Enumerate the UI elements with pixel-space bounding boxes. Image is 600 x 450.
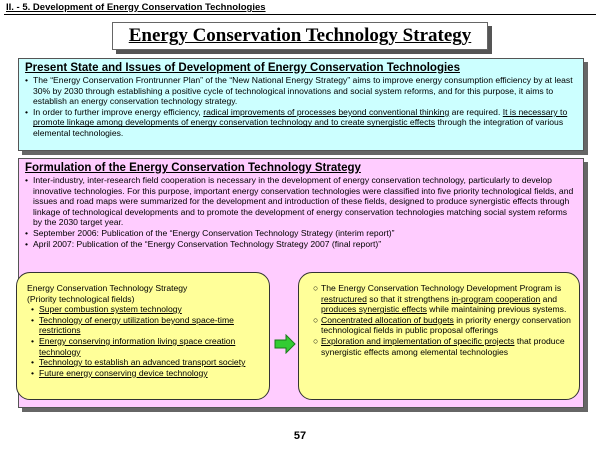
bullet-icon: • [31,335,35,346]
bullet-icon: • [31,304,35,315]
priority-field-item [27,304,261,315]
priority-fields-box [16,272,270,400]
bullet-icon: • [25,75,29,85]
program-box [298,272,580,400]
section-label: II. - 5. Development of Energy Conservation Technologies [6,2,266,13]
para2-e: through the integration of various elemental technologies. [33,117,564,138]
priority-field-item [27,336,261,357]
program-text: Concentrated allocation of budgets [321,314,454,325]
program-item-3 [309,336,571,357]
formulation-para-3 [25,239,577,250]
priority-field-text: Technology of energy utilization beyond space-time restrictions [39,314,234,336]
program-text: Exploration and implementation of specific projects [321,335,515,346]
priority-field-item [27,357,261,368]
program-text: so that it strengthens [366,293,452,304]
circle-icon: ○ [313,335,319,346]
header-divider [4,14,596,15]
priority-fields-title: Energy Conservation Technology Strategy [27,283,188,293]
priority-fields-subtitle: (Priority technological fields) [27,293,135,304]
right-arrow-icon [274,334,296,354]
formulation-para-3-text: April 2007: Publication of the “Energy Conservation Technology Strategy 2007 (final report)” [33,238,382,249]
present-state-para-1 [25,75,577,107]
bullet-icon: • [25,175,29,185]
program-text: while maintaining previous systems. [426,304,567,315]
circle-icon: ○ [313,283,319,293]
formulation-para-1 [25,175,577,228]
priority-field-text: Technology to establish an advanced transport society [39,357,246,368]
program-text: and [540,293,558,304]
program-text: The Energy Conservation Technology Development Program is [321,283,562,293]
priority-field-text: Energy conserving information living space creation technology [39,335,236,357]
present-state-heading: Present State and Issues of Development of Energy Conservation Technologies [25,62,460,74]
present-state-para-2 [25,107,577,139]
formulation-para-2-text: September 2006: Publication of the “Energy Conservation Technology Strategy (interim report)” [33,227,395,238]
program-text: in priority energy conservation technological fields in public proposal offerings [321,314,571,336]
circle-icon: ○ [313,314,319,325]
present-state-box [18,58,584,151]
priority-field-item [27,315,261,336]
page-title: Energy Conservation Technology Strategy [112,22,488,50]
bullet-icon: • [25,106,29,117]
para2-b: radical improvements of processes beyond conventional thinking [203,106,450,117]
priority-field-item [27,368,261,379]
program-text: in-program cooperation [451,293,541,304]
priority-field-text: Future energy conserving device technology [39,367,208,378]
formulation-para-1-text: Inter-industry, inter-research field cooperation is necessary in the development of energy conservation technology, particularly to develop innovative technologies. For this purpose, important energy conservation technologies were classified into five priority technological fields, and issues and road maps were summarized for the development and introduction of these fields, designed to produce synergistic effects through linkage of technological developments and to promote the development of energy conservation technologies matching social system reforms by the 2030 target year. [33,175,574,228]
priority-field-text: Super combustion system technology [39,304,182,315]
program-text: produces synergistic effects [321,304,427,315]
program-text: restructured [321,293,367,304]
bullet-icon: • [31,314,35,325]
formulation-heading: Formulation of the Energy Conservation Technology Strategy [25,162,361,174]
page-number: 57 [293,430,307,442]
present-state-para-1-text: The “Energy Conservation Frontrunner Plan” of the “New National Energy Strategy” aims to improve energy consumption efficiency by at least 30% by 2030 through establishing a positive cycle of technological innovations and social system reforms, and for this purpose, it aims to establish an energy conservation technology strategy. [33,75,573,107]
bullet-icon: • [31,367,35,378]
bullet-icon: • [25,227,29,238]
para2-c: are required. [449,106,503,117]
bullet-icon: • [25,238,29,249]
para2-a: In order to further improve energy efficiency, [33,106,204,117]
program-item-1 [309,283,571,315]
program-item-2 [309,315,571,336]
program-text: that produce synergistic effects among elemental technologies [321,335,565,357]
para2-d: It is necessary to promote linkage among developments of energy conservation technology and to create synergistic effects [33,106,568,128]
bullet-icon: • [31,357,35,368]
formulation-para-2 [25,228,577,239]
